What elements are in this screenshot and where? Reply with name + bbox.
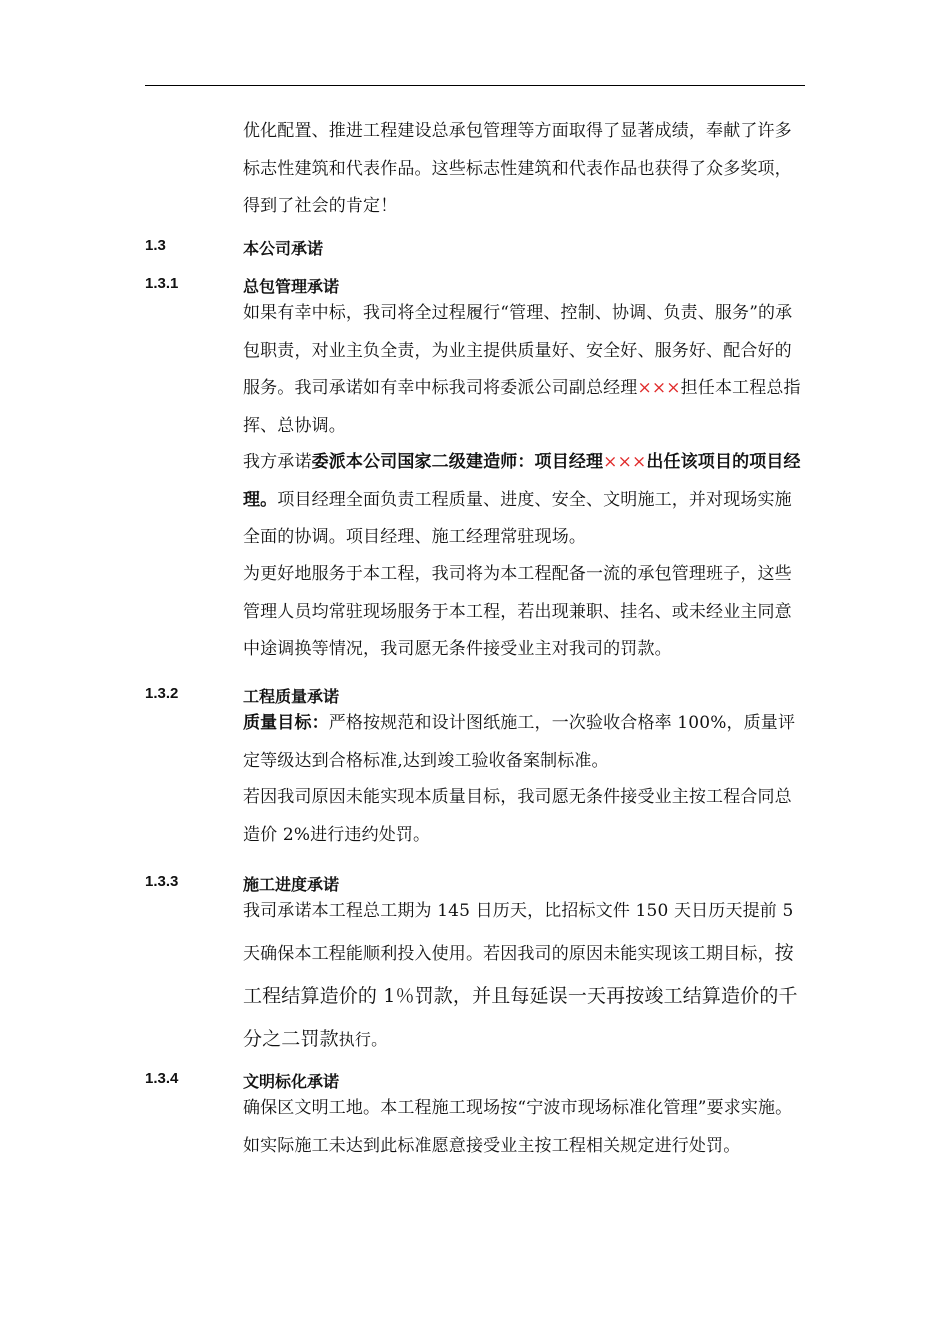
subsection-number: 1.3.1 bbox=[145, 275, 179, 292]
redacted-name: ××× bbox=[603, 452, 647, 472]
text-run: 执行。 bbox=[338, 1030, 388, 1049]
text-run: 如果有幸中标，我司将全过程履行“管理、控制、协调、负责、服务”的承包职责，对业主负全责，为业主提供质量好、安全好、服务好、配合好的服务。我司承诺如有幸中标我司将委派公司副总经理 bbox=[243, 303, 793, 398]
management-paragraph-3: 为更好地服务于本工程，我司将为本工程配备一流的承包管理班子，这些管理人员均常驻现场服务于本工程，若出现兼职、挂名、或未经业主同意中途调换等情况，我司愿无条件接受业主对我司的罚款。 bbox=[243, 564, 792, 659]
subsection-title: 工程质量承诺 bbox=[243, 687, 340, 706]
intro-paragraph: 优化配置、推进工程建设总承包管理等方面取得了显著成绩，奉献了许多标志性建筑和代表作品。这些标志性建筑和代表作品也获得了众多奖项，得到了社会的肯定！ bbox=[243, 121, 792, 216]
quality-paragraph-2: 若因我司原因未能实现本质量目标，我司愿无条件接受业主按工程合同总造价 2%进行违约处罚。 bbox=[243, 787, 792, 845]
schedule-paragraph bbox=[243, 890, 806, 1061]
subsection-title: 施工进度承诺 bbox=[243, 875, 340, 894]
management-paragraph-2 bbox=[243, 444, 806, 557]
text-run: 严格按规范和设计图纸施工，一次验收合格率 100%，质量评定等级达到合格标准,达到竣工验收备案制标准。 bbox=[243, 713, 796, 771]
text-run: 担任本工程总指挥、总协调。 bbox=[243, 378, 801, 436]
text-run: 按工程结算造价的 1％罚款，并且每延误一天再按竣工结算造价的千分之二罚款 bbox=[243, 942, 798, 1050]
text-run: 我方承诺 bbox=[243, 452, 312, 472]
subsection-number: 1.3.4 bbox=[145, 1070, 179, 1087]
section-number: 1.3 bbox=[145, 237, 166, 254]
management-paragraph-1 bbox=[243, 295, 806, 445]
subsection-title: 文明标化承诺 bbox=[243, 1072, 340, 1091]
bold-run: 质量目标： bbox=[243, 713, 329, 733]
text-run: 我司承诺本工程总工期为 145 日历天，比招标文件 150 天日历天提前 5 天确保本工程能顺利投入使用。若因我司的原因未能实现该工期目标， bbox=[243, 901, 794, 964]
subsection-title: 总包管理承诺 bbox=[243, 277, 340, 296]
redacted-name: ××× bbox=[637, 378, 681, 398]
subsection-number: 1.3.2 bbox=[145, 685, 179, 702]
quality-paragraph-1 bbox=[243, 705, 806, 780]
section-title: 本公司承诺 bbox=[243, 239, 324, 258]
bold-run: 委派本公司国家二级建造师：项目经理 bbox=[311, 452, 604, 472]
civilization-paragraph: 确保区文明工地。本工程施工现场按“宁波市现场标准化管理”要求实施。如实际施工未达到此标准愿意接受业主按工程相关规定进行处罚。 bbox=[243, 1098, 793, 1156]
bold-run: 出任该项目的项目经理。 bbox=[243, 452, 801, 510]
header-rule bbox=[145, 85, 805, 86]
text-run: 项目经理全面负责工程质量、进度、安全、文明施工，并对现场实施全面的协调。项目经理、施工经理常驻现场。 bbox=[243, 489, 792, 547]
subsection-number: 1.3.3 bbox=[145, 873, 179, 890]
